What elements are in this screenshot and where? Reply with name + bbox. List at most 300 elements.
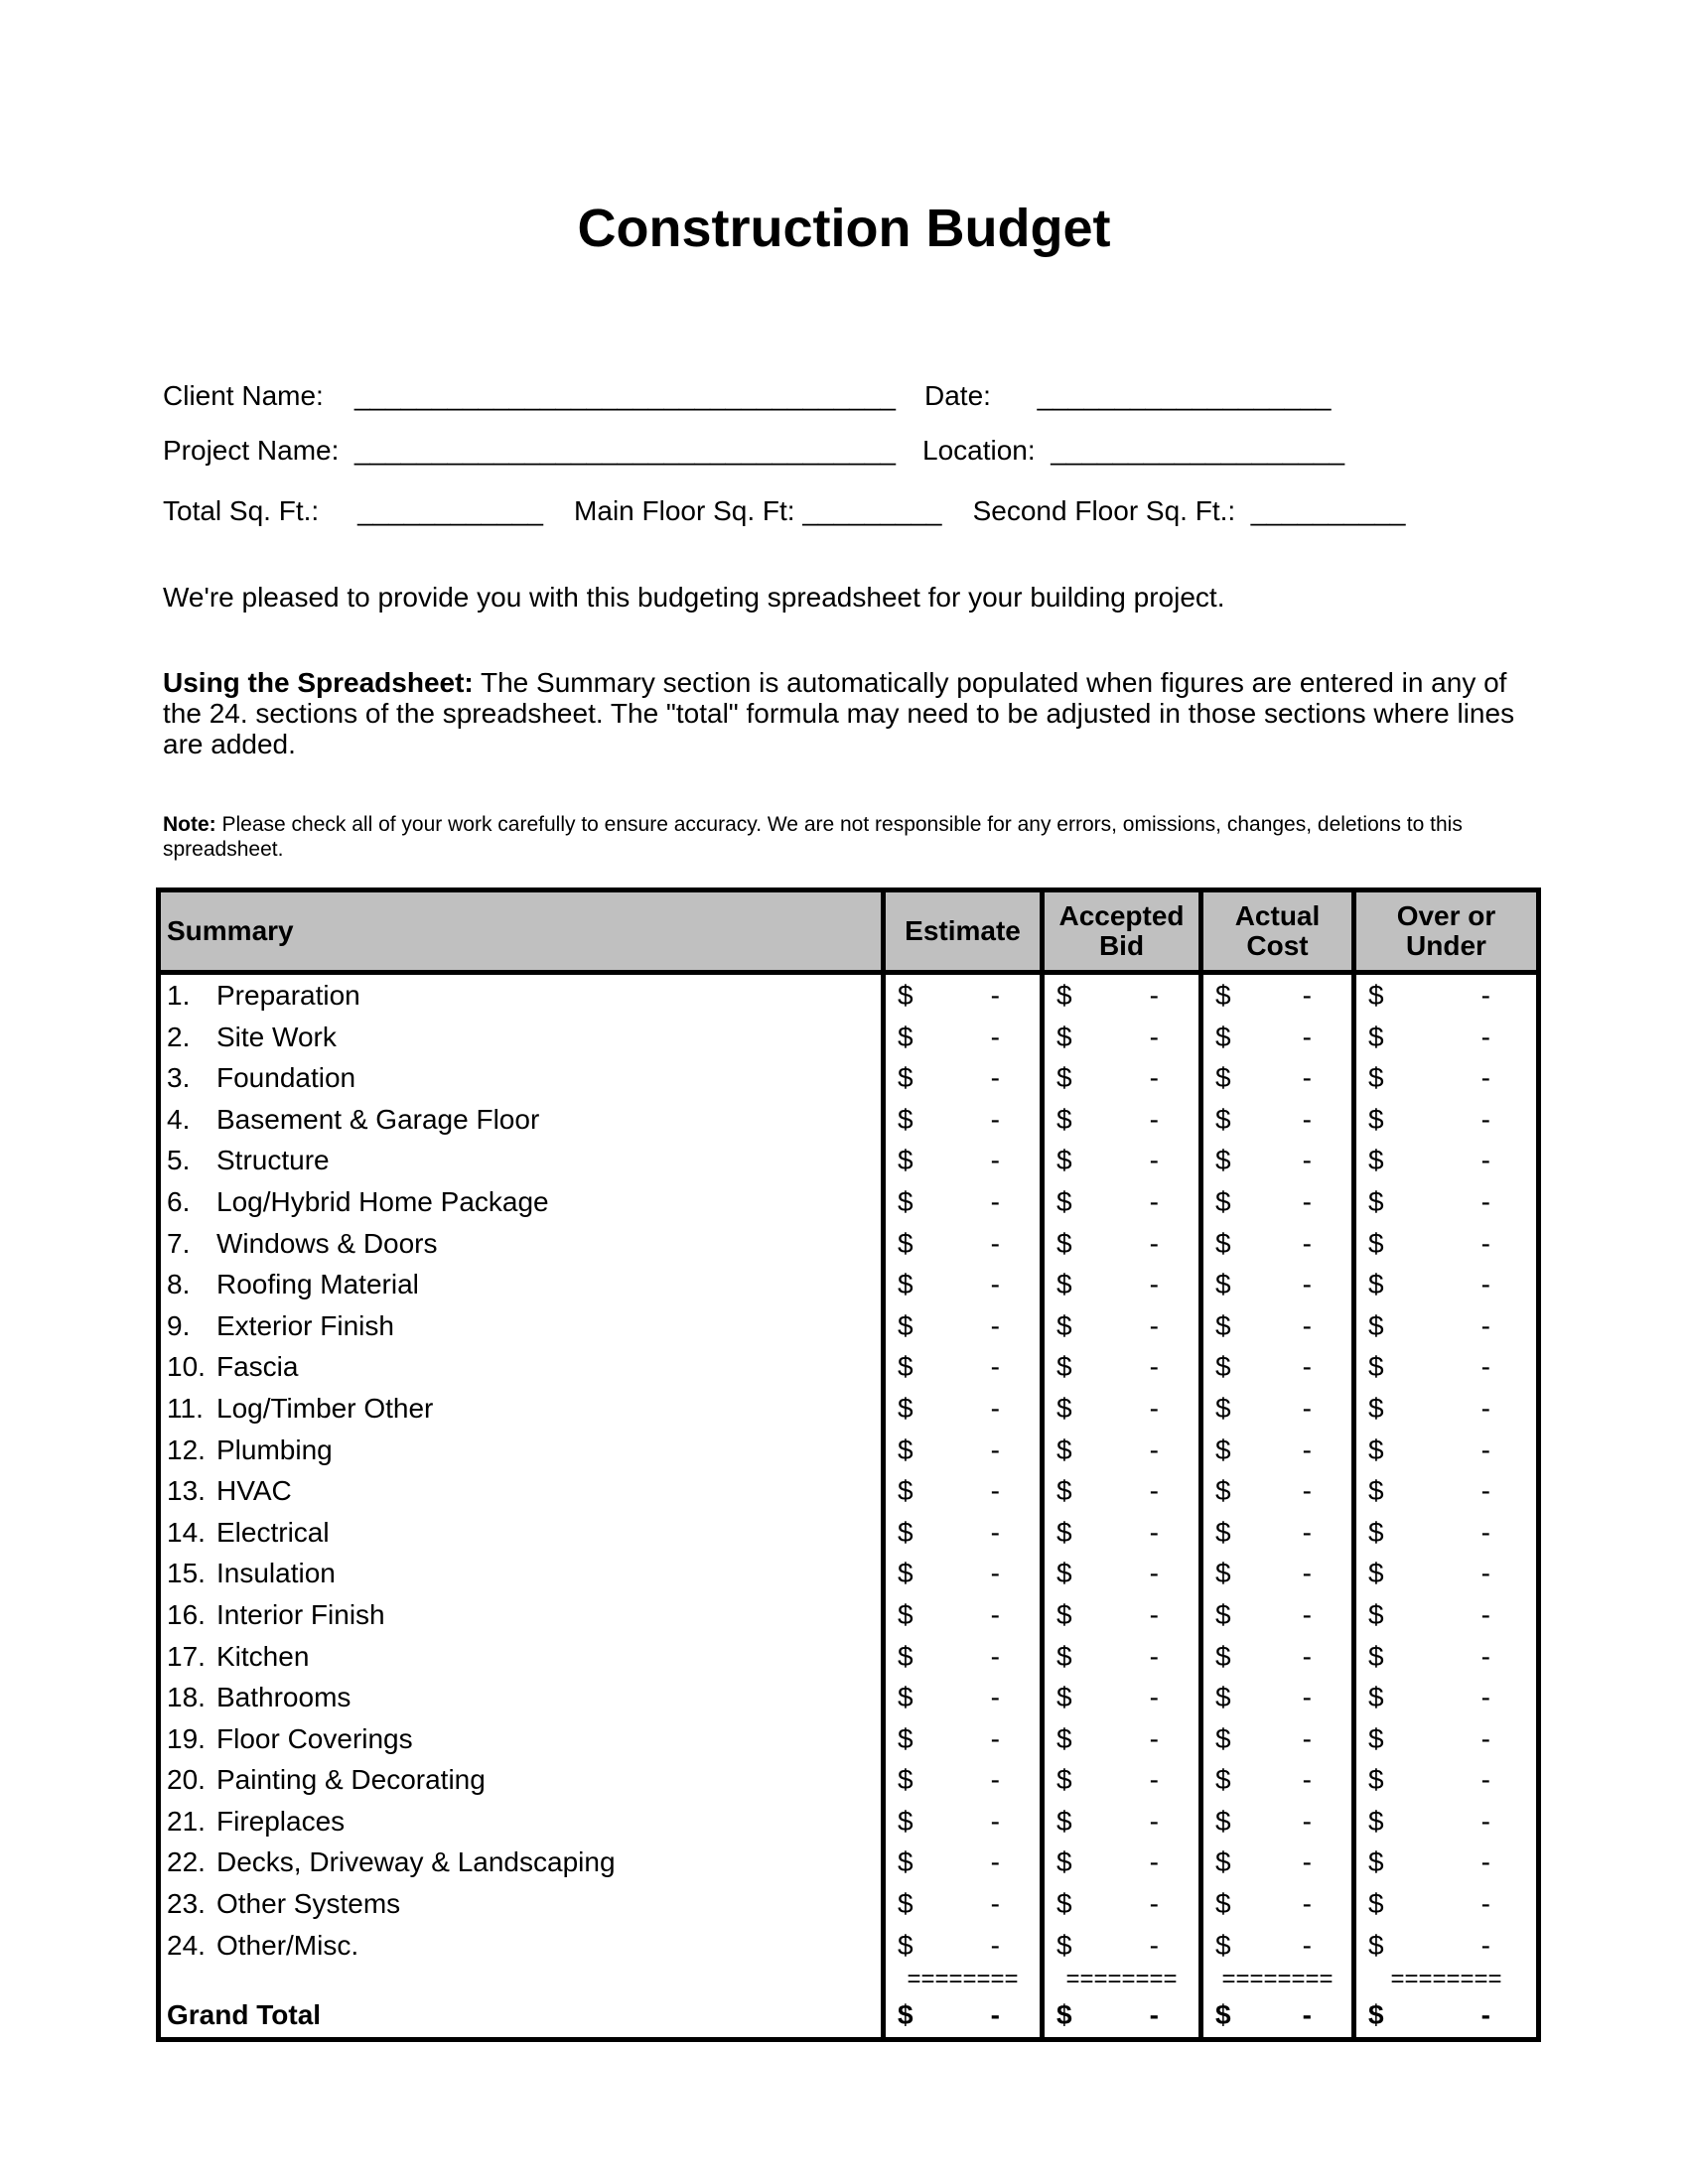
money-cell[interactable] <box>1043 1636 1201 1678</box>
money-cell[interactable] <box>884 1553 1043 1594</box>
table-row <box>159 1636 1539 1678</box>
cell-value: - <box>1302 1929 1312 1961</box>
currency-symbol: $ <box>898 1682 914 1713</box>
currency-symbol: $ <box>898 1805 914 1837</box>
row-label <box>159 1759 884 1801</box>
money-cell[interactable] <box>884 1099 1043 1141</box>
row-number: 1. <box>167 980 191 1011</box>
money-cell[interactable] <box>884 1594 1043 1636</box>
cell-value: - <box>1149 1999 1159 2031</box>
cell-value: - <box>1302 1598 1312 1630</box>
money-cell[interactable] <box>1043 1759 1201 1801</box>
money-cell[interactable] <box>1201 1883 1354 1925</box>
currency-symbol: $ <box>1056 1805 1072 1837</box>
currency-symbol: $ <box>1368 1722 1384 1754</box>
row-label-text: Fireplaces <box>216 1805 346 1837</box>
cell-value: - <box>990 1021 1000 1052</box>
separator-row <box>159 1966 1539 1993</box>
money-cell[interactable] <box>1201 1346 1354 1388</box>
table-row <box>159 1594 1539 1636</box>
currency-symbol: $ <box>1056 1351 1072 1383</box>
row-label-text: Floor Coverings <box>216 1722 413 1754</box>
row-label <box>159 1594 884 1636</box>
currency-symbol: $ <box>1368 1103 1384 1135</box>
money-cell[interactable] <box>884 1388 1043 1430</box>
row-label <box>159 1264 884 1305</box>
row-label <box>159 1057 884 1099</box>
cell-value: - <box>1149 1103 1159 1135</box>
currency-symbol: $ <box>1368 1309 1384 1341</box>
row-label <box>159 1430 884 1471</box>
row-label-text: Other Systems <box>216 1888 401 1920</box>
money-cell[interactable] <box>1354 973 1539 1017</box>
money-cell[interactable] <box>1043 1346 1201 1388</box>
currency-symbol: $ <box>1056 1682 1072 1713</box>
table-row <box>159 1099 1539 1141</box>
cell-value: - <box>1149 1558 1159 1589</box>
currency-symbol: $ <box>1056 1103 1072 1135</box>
cell-value: - <box>1149 1351 1159 1383</box>
money-cell[interactable] <box>1354 1759 1539 1801</box>
currency-symbol: $ <box>1215 1103 1231 1135</box>
money-cell[interactable] <box>884 1842 1043 1883</box>
currency-symbol: $ <box>898 1475 914 1507</box>
money-cell[interactable] <box>884 1305 1043 1347</box>
money-cell[interactable] <box>1043 1925 1201 1967</box>
cell-value: - <box>1480 1021 1490 1052</box>
money-cell[interactable] <box>884 1430 1043 1471</box>
cell-value: - <box>1480 1558 1490 1589</box>
cell-value: - <box>1149 1805 1159 1837</box>
money-cell[interactable] <box>1354 1718 1539 1760</box>
cell-value: - <box>1149 1929 1159 1961</box>
row-number: 15. <box>167 1558 206 1589</box>
currency-symbol: $ <box>1056 1722 1072 1754</box>
currency-symbol: $ <box>1215 1475 1231 1507</box>
money-cell[interactable] <box>1354 1512 1539 1554</box>
table-row <box>159 1925 1539 1967</box>
cell-value: - <box>1480 980 1490 1011</box>
currency-symbol: $ <box>898 1269 914 1300</box>
money-cell[interactable] <box>1043 973 1201 1017</box>
row-label-text: Windows & Doors <box>216 1227 438 1259</box>
project-name-field[interactable]: Project Name: ___________________________________ <box>163 435 896 466</box>
row-label-text: Plumbing <box>216 1433 333 1465</box>
cell-value: - <box>1480 1598 1490 1630</box>
money-cell[interactable] <box>884 1181 1043 1223</box>
currency-symbol: $ <box>1056 1227 1072 1259</box>
money-cell[interactable] <box>1201 1925 1354 1967</box>
currency-symbol: $ <box>1368 1846 1384 1878</box>
header-accepted-bid: Accepted Bid <box>1043 890 1201 973</box>
currency-symbol: $ <box>1215 1558 1231 1589</box>
cell-value: - <box>1480 1185 1490 1217</box>
money-cell[interactable] <box>1201 1842 1354 1883</box>
currency-symbol: $ <box>1215 1598 1231 1630</box>
money-cell[interactable] <box>884 1883 1043 1925</box>
row-number: 16. <box>167 1598 206 1630</box>
cell-value: - <box>1480 1846 1490 1878</box>
money-cell[interactable] <box>1201 1470 1354 1512</box>
money-cell[interactable] <box>1354 1305 1539 1347</box>
currency-symbol: $ <box>1368 1516 1384 1548</box>
money-cell[interactable] <box>1043 1718 1201 1760</box>
cell-value: - <box>1480 1999 1490 2031</box>
currency-symbol: $ <box>1368 1598 1384 1630</box>
cell-value: - <box>1149 1145 1159 1176</box>
cell-value: - <box>990 1999 1000 2031</box>
currency-symbol: $ <box>1056 1516 1072 1548</box>
row-label-text: Decks, Driveway & Landscaping <box>216 1846 616 1878</box>
grand-total-row <box>159 1993 1539 2040</box>
currency-symbol: $ <box>1368 1227 1384 1259</box>
row-label-text: Structure <box>216 1145 330 1176</box>
money-cell[interactable] <box>884 1925 1043 1967</box>
cell-value: - <box>1302 980 1312 1011</box>
cell-value: - <box>1302 1888 1312 1920</box>
money-cell[interactable] <box>1043 1430 1201 1471</box>
cell-value: - <box>1302 1309 1312 1341</box>
row-label-text: Painting & Decorating <box>216 1764 486 1796</box>
row-label <box>159 1305 884 1347</box>
date-field[interactable]: Date: ___________________ <box>924 380 1332 411</box>
row-number: 8. <box>167 1269 191 1300</box>
money-cell[interactable] <box>1354 1057 1539 1099</box>
money-cell[interactable] <box>884 1140 1043 1181</box>
money-cell[interactable] <box>1201 1759 1354 1801</box>
currency-symbol: $ <box>1215 1929 1231 1961</box>
money-cell[interactable] <box>1043 1801 1201 1843</box>
currency-symbol: $ <box>898 1309 914 1341</box>
row-label-text: Site Work <box>216 1021 337 1052</box>
using-paragraph <box>163 667 1533 759</box>
money-cell[interactable] <box>884 1718 1043 1760</box>
cell-value: - <box>1302 1558 1312 1589</box>
cell-value: - <box>990 1558 1000 1589</box>
table-row <box>159 1430 1539 1471</box>
money-cell[interactable] <box>1201 1594 1354 1636</box>
cell-value: - <box>1149 1475 1159 1507</box>
money-cell[interactable] <box>1043 1883 1201 1925</box>
currency-symbol: $ <box>898 1516 914 1548</box>
currency-symbol: $ <box>1056 1021 1072 1052</box>
currency-symbol: $ <box>1368 1640 1384 1672</box>
money-cell[interactable] <box>1201 1993 1354 2040</box>
money-cell[interactable] <box>1201 1553 1354 1594</box>
row-label <box>159 1842 884 1883</box>
row-label <box>159 1017 884 1058</box>
row-label <box>159 1801 884 1843</box>
currency-symbol: $ <box>1368 1433 1384 1465</box>
money-cell[interactable] <box>1354 1842 1539 1883</box>
money-cell[interactable] <box>884 1346 1043 1388</box>
cell-value: - <box>1149 1227 1159 1259</box>
money-cell[interactable] <box>1201 1636 1354 1678</box>
money-cell[interactable] <box>1354 1594 1539 1636</box>
currency-symbol: $ <box>1368 980 1384 1011</box>
money-cell[interactable] <box>884 1677 1043 1718</box>
currency-symbol: $ <box>1056 1598 1072 1630</box>
row-label <box>159 1223 884 1265</box>
money-cell[interactable] <box>1043 1594 1201 1636</box>
cell-value: - <box>1149 1682 1159 1713</box>
money-cell[interactable] <box>1354 1346 1539 1388</box>
money-cell[interactable] <box>1354 1099 1539 1141</box>
currency-symbol: $ <box>1368 1475 1384 1507</box>
currency-symbol: $ <box>1215 980 1231 1011</box>
client-name-field[interactable]: Client Name: ___________________________________ <box>163 380 896 411</box>
currency-symbol: $ <box>898 1929 914 1961</box>
cell-value: - <box>990 1227 1000 1259</box>
money-cell[interactable] <box>884 1512 1043 1554</box>
money-cell[interactable] <box>1201 1430 1354 1471</box>
cell-value: - <box>990 1640 1000 1672</box>
money-cell[interactable] <box>1354 1925 1539 1967</box>
money-cell[interactable] <box>1354 1223 1539 1265</box>
cell-value: - <box>990 1598 1000 1630</box>
currency-symbol: $ <box>1215 1062 1231 1094</box>
row-number: 20. <box>167 1764 206 1796</box>
row-label <box>159 1512 884 1554</box>
money-cell[interactable] <box>884 1264 1043 1305</box>
money-cell[interactable] <box>1043 1099 1201 1141</box>
currency-symbol: $ <box>898 1351 914 1383</box>
money-cell[interactable] <box>884 1636 1043 1678</box>
row-number: 18. <box>167 1682 206 1713</box>
cell-value: - <box>990 1846 1000 1878</box>
row-label-text: Bathrooms <box>216 1682 352 1713</box>
sqft-fields[interactable]: Total Sq. Ft.: ____________ Main Floor Sq. Ft: _________ Second Floor Sq. Ft.: __________ <box>163 495 1406 526</box>
row-label-text: Log/Hybrid Home Package <box>216 1185 549 1217</box>
money-cell[interactable] <box>1043 1553 1201 1594</box>
currency-symbol: $ <box>898 1227 914 1259</box>
money-cell[interactable] <box>1354 1470 1539 1512</box>
currency-symbol: $ <box>1056 1640 1072 1672</box>
note-paragraph <box>163 812 1533 862</box>
cell-value: - <box>1149 1269 1159 1300</box>
currency-symbol: $ <box>1368 1269 1384 1300</box>
money-cell[interactable] <box>1354 1636 1539 1678</box>
cell-value: - <box>1302 1392 1312 1424</box>
money-cell[interactable] <box>1043 1842 1201 1883</box>
currency-symbol: $ <box>898 1558 914 1589</box>
money-cell[interactable] <box>1354 1264 1539 1305</box>
separator-line: ======== <box>1201 1966 1354 1993</box>
money-cell[interactable] <box>1201 1677 1354 1718</box>
currency-symbol: $ <box>1215 1433 1231 1465</box>
row-label <box>159 1346 884 1388</box>
money-cell[interactable] <box>1201 1264 1354 1305</box>
currency-symbol: $ <box>1056 1433 1072 1465</box>
cell-value: - <box>1480 1062 1490 1094</box>
currency-symbol: $ <box>1368 1392 1384 1424</box>
row-label-text: Log/Timber Other <box>216 1392 434 1424</box>
money-cell[interactable] <box>884 973 1043 1017</box>
row-label-text: Preparation <box>216 980 360 1011</box>
money-cell[interactable] <box>1043 1264 1201 1305</box>
location-field[interactable]: Location: ___________________ <box>922 435 1345 466</box>
table-row <box>159 1759 1539 1801</box>
note-text: Please check all of your work carefully to ensure accuracy. We are not responsible for any errors, omissions, changes, deletions to this spreadsheet. <box>163 813 1463 861</box>
separator-line: ======== <box>1043 1966 1201 1993</box>
money-cell[interactable] <box>1043 1057 1201 1099</box>
currency-symbol: $ <box>1056 1475 1072 1507</box>
money-cell[interactable] <box>1201 973 1354 1017</box>
money-cell[interactable] <box>1354 1883 1539 1925</box>
money-cell[interactable] <box>1043 1305 1201 1347</box>
currency-symbol: $ <box>1215 1392 1231 1424</box>
cell-value: - <box>990 1929 1000 1961</box>
money-cell[interactable] <box>884 1057 1043 1099</box>
cell-value: - <box>1302 1103 1312 1135</box>
money-cell[interactable] <box>1354 1388 1539 1430</box>
cell-value: - <box>1302 1999 1312 2031</box>
money-cell[interactable] <box>1043 1512 1201 1554</box>
table-row <box>159 973 1539 1017</box>
row-number: 19. <box>167 1722 206 1754</box>
money-cell[interactable] <box>1354 1801 1539 1843</box>
cell-value: - <box>1480 1269 1490 1300</box>
using-text: The Summary section is automatically populated when figures are entered in any of the 24. sections of the spreadsheet. The "total" formula may need to be adjusted in those sections where lines are added. <box>163 667 1515 759</box>
currency-symbol: $ <box>1215 1764 1231 1796</box>
row-label <box>159 1925 884 1967</box>
money-cell[interactable] <box>1043 1017 1201 1058</box>
money-cell[interactable] <box>1043 1470 1201 1512</box>
cell-value: - <box>990 1269 1000 1300</box>
currency-symbol: $ <box>898 1103 914 1135</box>
cell-value: - <box>1149 1185 1159 1217</box>
separator-empty <box>159 1966 884 1993</box>
cell-value: - <box>1149 1062 1159 1094</box>
row-number: 23. <box>167 1888 206 1920</box>
cell-value: - <box>1480 1722 1490 1754</box>
row-number: 12. <box>167 1433 206 1465</box>
money-cell[interactable] <box>1354 1677 1539 1718</box>
currency-symbol: $ <box>898 1640 914 1672</box>
cell-value: - <box>1302 1351 1312 1383</box>
currency-symbol: $ <box>1215 1805 1231 1837</box>
money-cell[interactable] <box>1354 1993 1539 2040</box>
money-cell[interactable] <box>1354 1181 1539 1223</box>
table-row <box>159 1181 1539 1223</box>
money-cell[interactable] <box>1043 1223 1201 1265</box>
currency-symbol: $ <box>1368 1558 1384 1589</box>
currency-symbol: $ <box>1215 1846 1231 1878</box>
money-cell[interactable] <box>1201 1099 1354 1141</box>
table-row <box>159 1553 1539 1594</box>
cell-value: - <box>1149 1433 1159 1465</box>
table-row <box>159 1512 1539 1554</box>
money-cell[interactable] <box>884 1801 1043 1843</box>
row-label <box>159 1470 884 1512</box>
row-label <box>159 1677 884 1718</box>
currency-symbol: $ <box>1056 1392 1072 1424</box>
money-cell[interactable] <box>1201 1718 1354 1760</box>
currency-symbol: $ <box>1215 1682 1231 1713</box>
money-cell[interactable] <box>884 1759 1043 1801</box>
currency-symbol: $ <box>1368 1351 1384 1383</box>
cell-value: - <box>1302 1516 1312 1548</box>
money-cell[interactable] <box>1201 1801 1354 1843</box>
cell-value: - <box>990 1103 1000 1135</box>
money-cell[interactable] <box>1201 1140 1354 1181</box>
money-cell[interactable] <box>1201 1305 1354 1347</box>
money-cell[interactable] <box>884 1223 1043 1265</box>
currency-symbol: $ <box>1056 1929 1072 1961</box>
cell-value: - <box>990 1888 1000 1920</box>
money-cell[interactable] <box>1201 1512 1354 1554</box>
row-label <box>159 1883 884 1925</box>
money-cell[interactable] <box>884 1470 1043 1512</box>
row-number: 24. <box>167 1929 206 1961</box>
table-row <box>159 1801 1539 1843</box>
money-cell[interactable] <box>1043 1993 1201 2040</box>
row-number: 11. <box>167 1392 204 1424</box>
table-header-row <box>159 890 1539 973</box>
money-cell[interactable] <box>1043 1388 1201 1430</box>
money-cell[interactable] <box>1354 1553 1539 1594</box>
currency-symbol: $ <box>898 1433 914 1465</box>
money-cell[interactable] <box>1354 1430 1539 1471</box>
money-cell[interactable] <box>884 1993 1043 2040</box>
separator-line: ======== <box>1354 1966 1539 1993</box>
table-row <box>159 1140 1539 1181</box>
currency-symbol: $ <box>898 1062 914 1094</box>
row-label-text: Interior Finish <box>216 1598 385 1630</box>
money-cell[interactable] <box>1354 1140 1539 1181</box>
currency-symbol: $ <box>1056 1999 1072 2031</box>
currency-symbol: $ <box>1215 1227 1231 1259</box>
cell-value: - <box>1302 1640 1312 1672</box>
money-cell[interactable] <box>884 1017 1043 1058</box>
cell-value: - <box>1480 1764 1490 1796</box>
currency-symbol: $ <box>1215 1145 1231 1176</box>
money-cell[interactable] <box>1201 1017 1354 1058</box>
cell-value: - <box>1480 1929 1490 1961</box>
row-number: 2. <box>167 1021 191 1052</box>
money-cell[interactable] <box>1043 1140 1201 1181</box>
cell-value: - <box>1149 1640 1159 1672</box>
row-label <box>159 1636 884 1678</box>
currency-symbol: $ <box>898 1145 914 1176</box>
currency-symbol: $ <box>1368 1805 1384 1837</box>
cell-value: - <box>1480 1433 1490 1465</box>
currency-symbol: $ <box>1215 1888 1231 1920</box>
money-cell[interactable] <box>1201 1057 1354 1099</box>
currency-symbol: $ <box>1056 1309 1072 1341</box>
money-cell[interactable] <box>1043 1181 1201 1223</box>
cell-value: - <box>1480 1309 1490 1341</box>
money-cell[interactable] <box>1354 1017 1539 1058</box>
cell-value: - <box>1480 1351 1490 1383</box>
currency-symbol: $ <box>1368 1999 1384 2031</box>
cell-value: - <box>990 1722 1000 1754</box>
currency-symbol: $ <box>898 1722 914 1754</box>
currency-symbol: $ <box>1368 1764 1384 1796</box>
cell-value: - <box>1302 1021 1312 1052</box>
money-cell[interactable] <box>1201 1181 1354 1223</box>
money-cell[interactable] <box>1201 1388 1354 1430</box>
money-cell[interactable] <box>1043 1677 1201 1718</box>
currency-symbol: $ <box>1368 1021 1384 1052</box>
cell-value: - <box>990 1805 1000 1837</box>
money-cell[interactable] <box>1201 1223 1354 1265</box>
currency-symbol: $ <box>1056 1185 1072 1217</box>
row-number: 14. <box>167 1516 206 1548</box>
currency-symbol: $ <box>1056 1846 1072 1878</box>
cell-value: - <box>990 1682 1000 1713</box>
currency-symbol: $ <box>1056 1145 1072 1176</box>
